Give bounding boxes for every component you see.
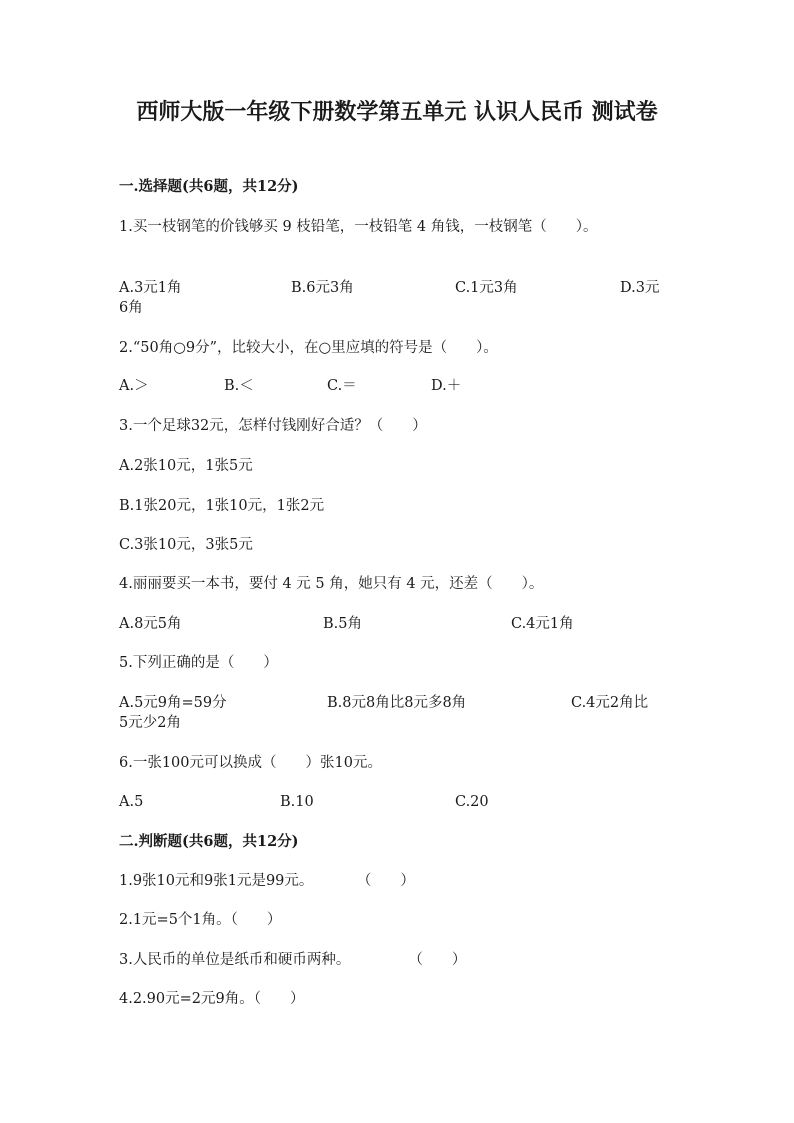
question-4-option-b: B.5角	[323, 616, 362, 632]
question-5-option-b: B.8元8角比8元多8角	[327, 695, 467, 711]
question-1-stem: 1.买一枝钢笔的价钱够买 9 枝铅笔，一枝铅笔 4 角钱，一枝钢笔（ ）。	[119, 219, 598, 235]
judgement-item-4: 4.2.90元=2元9角。（ ）	[119, 991, 305, 1007]
question-4-stem: 4.丽丽要买一本书，要付 4 元 5 角，她只有 4 元，还差（ ）。	[119, 576, 544, 592]
question-2-option-a: A.＞	[119, 378, 149, 394]
judgement-item-2: 2.1元=5个1角。（ ）	[119, 912, 282, 928]
question-2-stem: 2.“50角○9分”，比较大小，在○里应填的符号是（ ）。	[119, 340, 498, 356]
question-6-option-a: A.5	[119, 794, 144, 810]
judgement-item-3: 3.人民币的单位是纸币和硬币两种。 （ ）	[119, 952, 467, 968]
question-5-option-c: C.4元2角比	[571, 695, 649, 711]
question-1-option-d-continued: 6角	[119, 300, 143, 316]
question-3-option-b: B.1张20元，1张10元，1张2元	[119, 498, 325, 514]
question-3-option-a: A.2张10元，1张5元	[119, 458, 253, 474]
question-2-option-b: B.＜	[224, 378, 254, 394]
question-3-option-c: C.3张10元，3张5元	[119, 537, 253, 553]
question-6-option-c: C.20	[455, 794, 489, 810]
question-2-option-c: C.＝	[327, 378, 357, 394]
question-5-stem: 5.下列正确的是（ ）	[119, 655, 278, 671]
judgement-item-1: 1.9张10元和9张1元是99元。 （ ）	[119, 873, 415, 889]
question-1-option-b: B.6元3角	[291, 280, 354, 296]
question-5-option-a: A.5元9角=59分	[119, 695, 227, 711]
question-5-option-c-continued: 5元少2角	[119, 715, 181, 731]
question-2-option-d: D.＋	[431, 378, 462, 394]
question-6-stem: 6.一张100元可以换成（ ）张10元。	[119, 755, 382, 771]
question-1-option-c: C.1元3角	[455, 280, 518, 296]
question-6-option-b: B.10	[280, 794, 314, 810]
question-4-option-a: A.8元5角	[119, 616, 182, 632]
question-4-option-c: C.4元1角	[511, 616, 574, 632]
question-1-option-a: A.3元1角	[119, 280, 182, 296]
section-heading-judgement: 二.判断题(共6题，共12分)	[119, 833, 299, 850]
question-3-stem: 3.一个足球32元，怎样付钱刚好合适？（ ）	[119, 418, 427, 434]
section-heading-choice: 一.选择题(共6题，共12分)	[119, 178, 299, 195]
question-1-option-d: D.3元	[620, 280, 660, 296]
page-title: 西师大版一年级下册数学第五单元 认识人民币 测试卷	[136, 99, 658, 125]
